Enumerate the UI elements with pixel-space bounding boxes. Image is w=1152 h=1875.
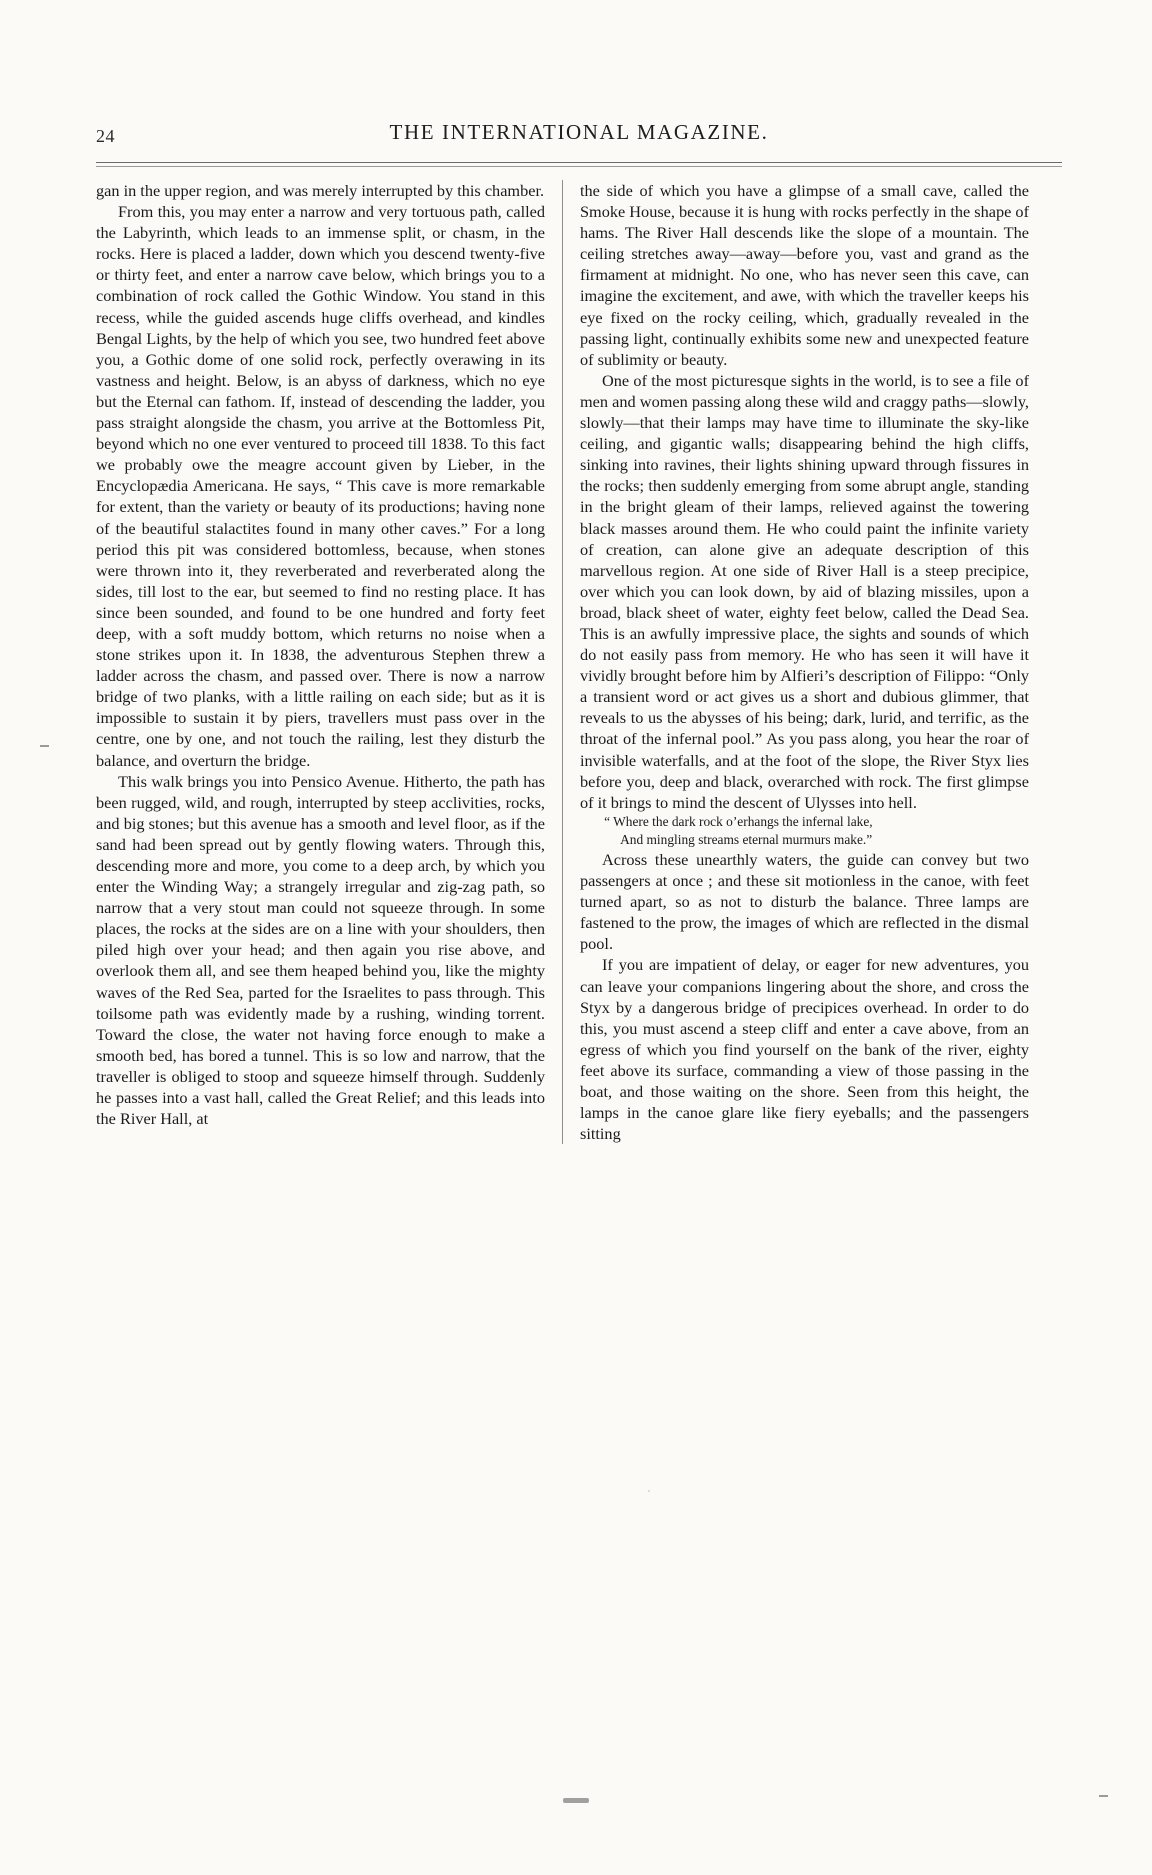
margin-tick-right	[1099, 1795, 1108, 1797]
paragraph: One of the most picturesque sights in the world, is to see a file of men and women passing along these wild and craggy paths—slowly, slowly—that their lamps may have time to illuminate the sky-like ceiling, and gigantic walls; disappearing behind the high cliffs, sinking into ravines, their lights shining upward through fissures in the rocks; then suddenly emerging from some abrupt angle, standing in the bright gleam of their lamps, relieved against the towering black masses around them. He who could paint the infinite variety of creation, can alone give an adequate description of this marvellous region. At one side of River Hall is a steep precipice, over which you can look down, by aid of blazing missiles, upon a broad, black sheet of water, eighty feet below, called the Dead Sea. This is an awfully impressive place, the sights and sounds of which do not easily pass from memory. He who has seen it will have it vividly brought before him by Alfieri’s description of Filippo: “Only a transient word or act gives us a short and dubious glimmer, that reveals to us the abysses of his being; dark, lurid, and terrific, as the throat of the infernal pool.” As you pass along, you hear the roar of invisible waterfalls, and at the foot of the slope, the River Styx lies before you, deep and black, overarched with rock. The first glimpse of it brings to mind the descent of Ulysses into hell.	[580, 370, 1029, 812]
paragraph: the side of which you have a glimpse of a small cave, called the Smoke House, because it is hung with rocks perfectly in the shape of hams. The River Hall descends like the slope of a mountain. The ceiling stretches away—away—before you, vast and grand as the firmament at midnight. No one, who has never seen this cave, can imagine the excitement, and awe, with which the traveller keeps his eye fixed on the rocky ceiling, which, gradually revealed in the passing light, continually exhibits some new and unexpected feature of sublimity or beauty.	[580, 181, 1029, 369]
paper-speck	[648, 1490, 650, 1492]
paragraph: If you are impatient of delay, or eager for new adventures, you can leave your companions lingering about the shore, and cross the Styx by a dangerous bridge of precipices overhead. In order to do this, you must ascend a steep cliff and enter a cave above, from an egress of which you find yourself on the bank of the river, eighty feet above its surface, commanding a view of those passing in the boat, and those waiting on the shore. Seen from this height, the lamps in the canoe glare like fiery eyeballs; and the passengers sitting	[580, 955, 1029, 1144]
paragraph: From this, you may enter a narrow and very tortuous path, called the Labyrinth, which leads to an immense split, or chasm, in the rocks. Here is placed a ladder, down which you descend twenty-five or thirty feet, and enter a narrow cave below, which brings you to a combination of rock called the Gothic Window. You stand in this recess, while the guided ascends huge cliffs overhead, and kindles Bengal Lights, by the help of which you see, two hundred feet above you, a Gothic dome of one solid rock, perfectly overawing in its vastness and height. Below, is an abyss of darkness, which no eye but the Eternal can fathom. If, instead of descending the ladder, you pass straight alongside the chasm, you arrive at the Bottomless Pit, beyond which no one ever ventured to proceed till 1838. To this fact we probably owe the meagre account given by Lieber, in the Encyclopædia Americana. He says, “ This cave is more remarkable for extent, than the variety or beauty of its productions; having none of the beautiful stalactites found in many other caves.” For a long period this pit was considered bottomless, because, when stones were thrown into it, they reverberated and reverberated along the sides, till lost to the ear, but seemed to find no resting place. It has since been sounded, and found to be one hundred and forty feet deep, with a soft muddy bottom, which returns no noise when a stone strikes upon it. In 1838, the adventurous Stephen threw a ladder across the chasm, and passed over. There is now a narrow bridge of two planks, with a little railing on each side; but as it is impossible to sustain it by piers, travellers must pass over in the centre, one by one, and not touch the railing, lest they disturb the balance, and overturn the bridge.	[96, 202, 545, 770]
paragraph: This walk brings you into Pensico Avenue. Hitherto, the path has been rugged, wild, and rough, interrupted by steep acclivities, rocks, and big stones; but this avenue has a smooth and level floor, as if the sand had been spread out by gently flowing waters. Through this, descending more and more, you come to a deep arch, by which you enter the Winding Way; a strangely irregular and zig-zag path, so narrow that a very stout man could not squeeze through. In some places, the rocks at the sides are on a line with your shoulders, then piled high over your head; and then again you rise above, and overlook them all, and see them heaped behind you, like the mighty waves of the Red Sea, parted for the Israelites to pass through. This toilsome path was evidently made by a rushing, winding torrent. Toward the close, the water not having force enough to make a smooth bed, has bored a tunnel. This is so low and narrow, that the traveller is obliged to stoop and squeeze himself through. Suddenly he passes into a vast hall, called the Great Relief; and this leads into the River Hall, at	[96, 771, 545, 1129]
column-right	[563, 180, 1029, 1144]
paper-speck	[430, 1102, 432, 1104]
verse-line-2: And mingling streams eternal murmurs make.”	[620, 831, 873, 847]
text-columns	[96, 180, 1062, 1144]
header-rule	[96, 162, 1062, 163]
header-rule-secondary	[96, 166, 1062, 167]
page-content	[96, 120, 1062, 1144]
running-title: THE INTERNATIONAL MAGAZINE.	[389, 120, 769, 144]
verse-line-1: “ Where the dark rock o’erhangs the infernal lake,	[604, 813, 873, 829]
column-left	[96, 180, 563, 1144]
paragraph: Across these unearthly waters, the guide can convey but two passengers at once ; and these sit motionless in the canoe, with feet turned apart, so as not to disturb the balance. Three lamps are fastened to the prow, the images of which are reflected in the dismal pool.	[580, 850, 1029, 954]
paper-speck	[262, 612, 265, 615]
page-bottom-mark	[563, 1798, 589, 1803]
page-number: 24	[96, 126, 115, 146]
paragraph: gan in the upper region, and was merely interrupted by this chamber.	[96, 181, 545, 200]
margin-tick-left	[40, 745, 49, 747]
page-header	[96, 120, 1062, 154]
verse-quotation	[580, 813, 1029, 849]
